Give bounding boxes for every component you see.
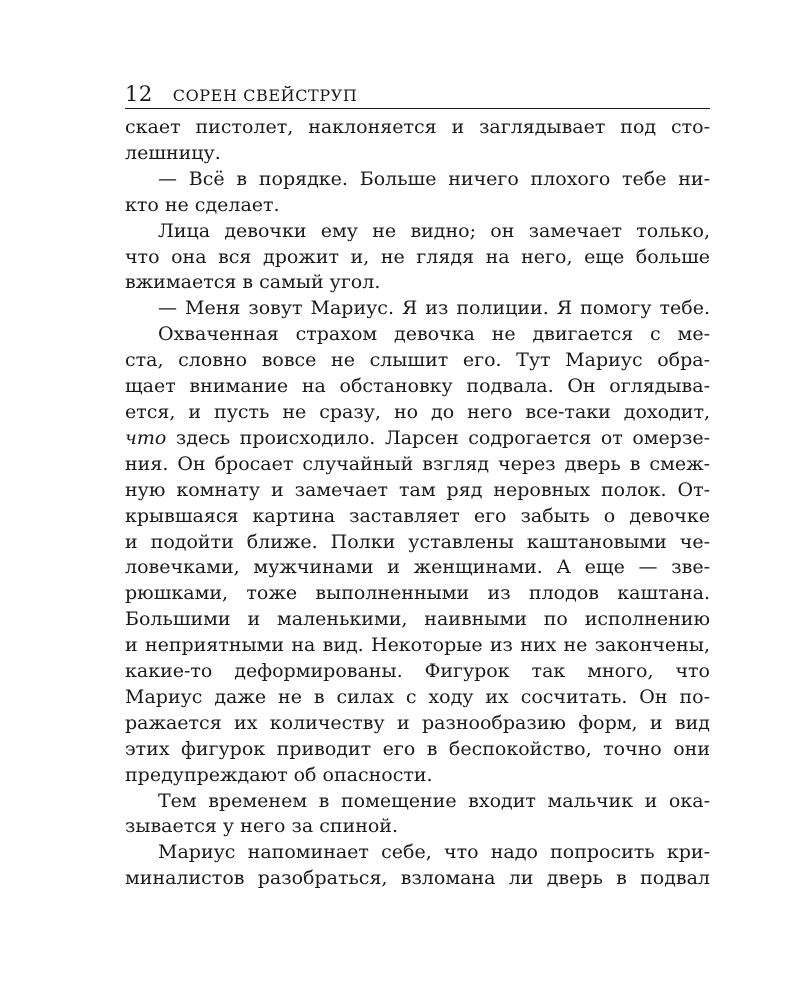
text-fragment: здесь происходило. Ларсен содрогается от омерзе-	[175, 426, 710, 449]
italic-word: что	[125, 426, 167, 449]
text-line: миналистов разобраться, взломана ли дверь в подвал	[125, 867, 710, 890]
text-line: ную комнату и замечает там ряд неровных полок. От-	[125, 478, 710, 501]
running-head	[125, 82, 710, 109]
body-text	[125, 115, 710, 892]
text-line: Мариус даже не в силах с ходу их сосчитать. Он по-	[125, 685, 710, 708]
text-line: ста, словно вовсе не слышит его. Тут Мариус обра-	[125, 349, 710, 372]
text-line: Лица девочки ему не видно; он замечает только,	[158, 219, 710, 242]
text-line: вжимается в самый угол.	[125, 271, 381, 294]
text-line: предупреждают об опасности.	[125, 763, 433, 786]
text-line: — Всё в порядке. Больше ничего плохого тебе ни-	[158, 167, 710, 190]
text-line: Большими и маленькими, наивными по исполнению	[125, 608, 710, 631]
text-line: Тем временем в помещение входит мальчик и ока-	[158, 789, 710, 812]
text-line: зывается у него за спиной.	[125, 815, 398, 838]
text-line: — Меня зовут Мариус. Я из полиции. Я помогу тебе.	[158, 297, 710, 320]
text-line	[125, 426, 710, 452]
text-line: и подойти ближе. Полки уставлены каштановыми че-	[125, 530, 710, 553]
book-author: СОРЕН СВЕЙСТРУП	[172, 86, 358, 105]
paragraph	[125, 322, 710, 788]
text-line: лешницу.	[125, 141, 221, 164]
text-line: ражается их количеству и разнообразию форм, и вид	[125, 711, 710, 734]
text-line: кто не сделает.	[125, 193, 280, 216]
text-line: и неприятными на вид. Некоторые из них не закончены,	[125, 634, 710, 657]
book-page	[125, 82, 710, 892]
text-line: скает пистолет, наклоняется и заглядывает под сто-	[125, 116, 710, 138]
text-line: щает внимание на обстановку подвала. Он оглядыва-	[125, 375, 710, 398]
text-line: что она вся дрожит и, не глядя на него, еще больше	[125, 245, 710, 268]
text-line: крывшаяся картина заставляет его забыть о девочке	[125, 504, 710, 527]
paragraph	[125, 296, 710, 322]
text-line: какие-то деформированы. Фигурок так много, что	[125, 660, 710, 683]
paragraph	[125, 167, 710, 219]
text-line: ется, и пусть не сразу, но до него все-таки доходит,	[125, 400, 710, 423]
paragraph	[125, 789, 710, 841]
text-line: этих фигурок приводит его в беспокойство, точно они	[125, 737, 710, 760]
paragraph	[125, 219, 710, 297]
text-line: Охваченная страхом девочка не двигается с ме-	[158, 323, 710, 346]
page-number: 12	[125, 82, 153, 106]
text-line: ловечками, мужчинами и женщинами. А еще — зве-	[125, 556, 710, 579]
text-line: рюшками, тоже выполненными из плодов каштана.	[125, 582, 710, 605]
text-line: Мариус напоминает себе, что надо попросить кри-	[158, 841, 710, 864]
paragraph	[125, 840, 710, 892]
paragraph	[125, 115, 710, 167]
text-line: ния. Он бросает случайный взгляд через дверь в смеж-	[125, 452, 710, 475]
